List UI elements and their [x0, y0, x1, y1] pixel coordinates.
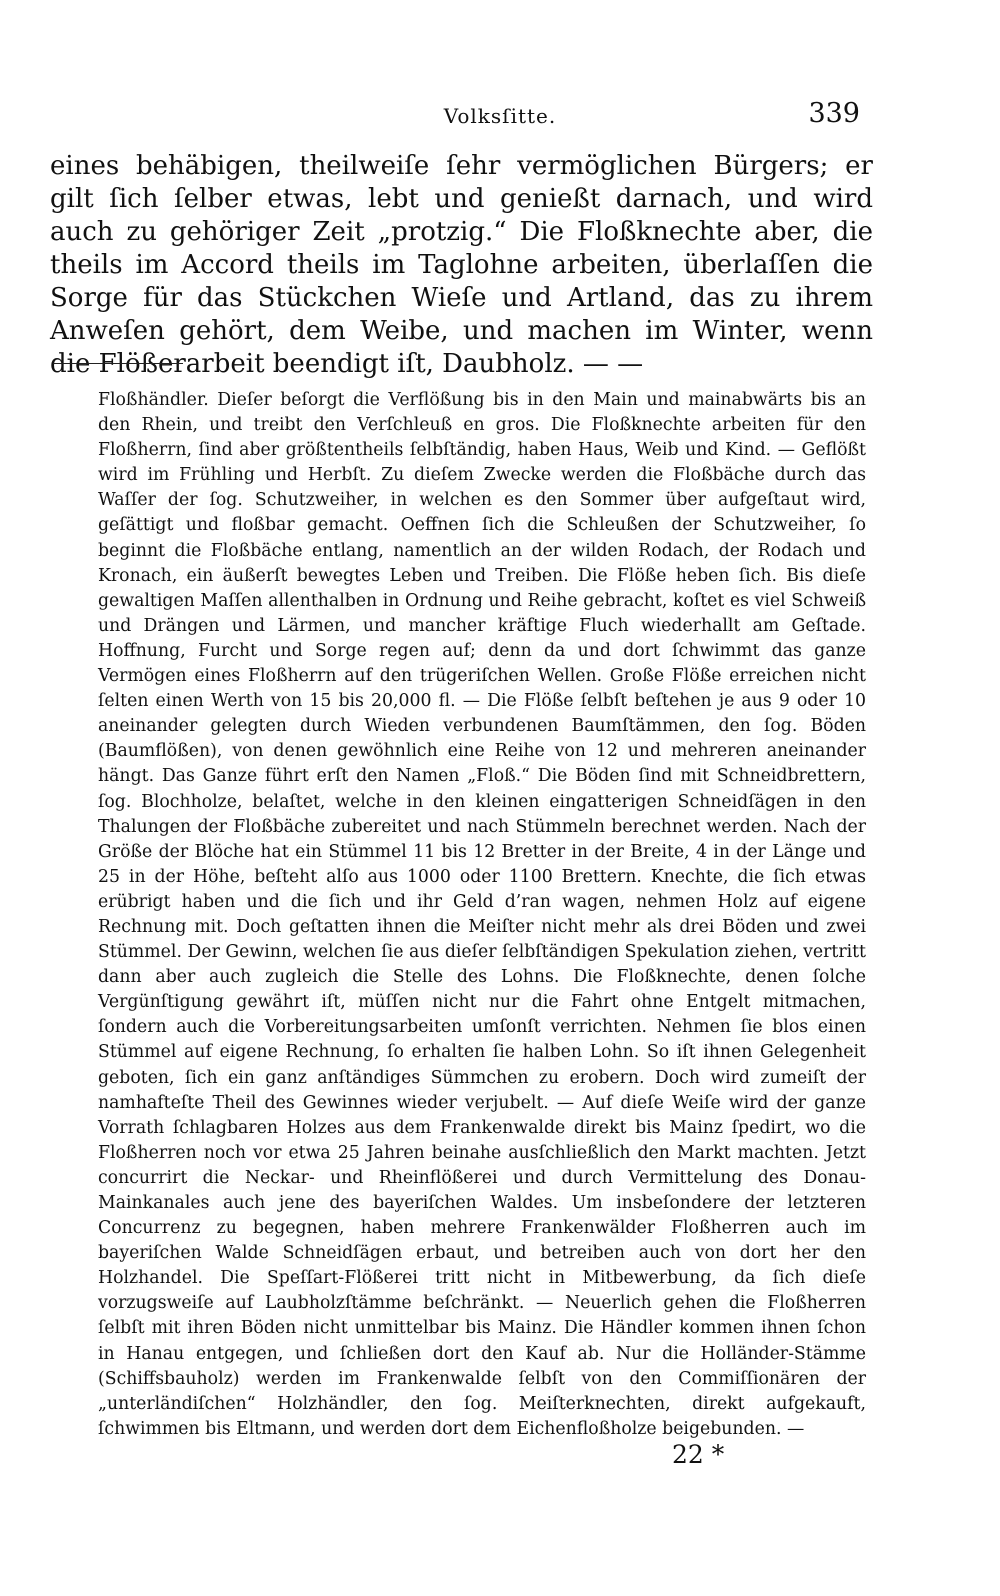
main-text-paragraph: eines behäbigen, theilweiſe ſehr vermöglichen Bürgers; er gilt ſich ſelber etwas, lebt und genießt darnach, und wird auch zu gehöriger Zeit „protzig.“ Die Floßknechte aber, die theils im Accord theils im Taglohne arbeiten, überlaſſen die Sorge für das Stückchen Wieſe und Artland, das zu ihrem Anweſen gehört, dem Weibe, und machen im Winter, wenn die Flößerarbeit beendigt iſt, Daubholz. — — [50, 151, 873, 379]
footnote-text: Floßhändler. Dieſer beſorgt die Verflößung bis in den Main und mainabwärts bis an den Rhein, und treibt den Verſchleuß en gros. Die Floßknechte arbeiten für den Floßherrn, ſind aber größtentheils ſelbſtändig, haben Haus, Weib und Kind. — Geflößt wird im Frühling und Herbſt. Zu dieſem Zwecke werden die Floßbäche durch das Waſſer der ſog. Schutzweiher, in welchen es den Sommer über aufgeſtaut wird, geſättigt und floßbar gemacht. Oeffnen ſich die Schleußen der Schutzweiher, ſo beginnt die Floßbäche entlang, namentlich an der wilden Rodach, der Rodach und Kronach, ein äußerſt bewegtes Leben und Treiben. Die Flöße heben ſich. Bis dieſe gewaltigen Maſſen allenthalben in Ordnung und Reihe gebracht, koſtet es viel Schweiß und Drängen und Lärmen, und mancher kräftige Fluch wiederhallt am Geſtade. Hoffnung, Furcht und Sorge regen auf; denn da und dort ſchwimmt das ganze Vermögen eines Floßherrn auf den trügeriſchen Wellen. Große Flöße erreichen nicht ſelten einen Werth von 15 bis 20,000 fl. — Die Flöße ſelbſt beſtehen je aus 9 oder 10 aneinander gelegten durch Wieden verbundenen Baumſtämmen, den ſog. Böden (Baumflößen), von denen gewöhnlich eine Reihe von 12 und mehreren aneinander hängt. Das Ganze führt erſt den Namen „Floß.“ Die Böden ſind mit Schneidbrettern, ſog. Blochholze, belaſtet, welche in den kleinen eingatterigen Schneidſägen in den Thalungen der Floßbäche zubereitet und nach Stümmeln berechnet werden. Nach der Größe der Blöche hat ein Stümmel 11 bis 12 Bretter in der Breite, 4 in der Länge und 25 in der Höhe, beſteht alſo aus 1000 oder 1100 Brettern. Knechte, die ſich etwas erübrigt haben und die ſich und ihr Geld d’ran wagen, nehmen Holz auf eigene Rechnung mit. Doch geſtatten ihnen die Meiſter nicht mehr als drei Böden und zwei Stümmel. Der Gewinn, welchen ſie aus dieſer ſelbſtändigen Spekulation ziehen, vertritt dann aber auch zugleich die Stelle des Lohns. Die Floßknechte, denen ſolche Vergünſtigung gewährt iſt, müſſen nicht nur die Fahrt ohne Entgelt mitmachen, ſondern auch die Vorbereitungsarbeiten umſonſt verrichten. Nehmen ſie blos einen Stümmel auf eigene Rechnung, ſo erhalten ſie halben Lohn. So iſt ihnen Gelegenheit geboten, ſich ein ganz anſtändiges Sümmchen zu erobern. Doch wird zumeiſt der namhafteſte Theil des Gewinnes wieder verjubelt. — Auf dieſe Weiſe wird der ganze Vorrath ſchlagbaren Holzes aus dem Frankenwalde direkt bis Mainz ſpedirt, wo die Floßherren noch vor etwa 25 Jahren beinahe ausſchließlich den Markt machten. Jetzt concurrirt die Neckar- und Rheinflößerei und durch Vermittelung des Donau-Mainkanales auch jene des bayeriſchen Waldes. Um insbeſondere der letzteren Concurrenz zu begegnen, haben mehrere Frankenwälder Floßherren auch im bayeriſchen Walde Schneidſägen erbaut, und betreiben auch von dort her den Holzhandel. Die Speſſart-Flößerei tritt nicht in Mitbewerbung, da ſich dieſe vorzugsweiſe auf Laubholzſtämme beſchränkt. — Neuerlich gehen die Floßherren ſelbſt mit ihren Böden nicht unmittelbar bis Mainz. Die Händler kommen ihnen ſchon in Hanau entgegen, und ſchließen dort den Kauf ab. Nur die Holländer-Stämme (Schiffsbauholz) werden im Frankenwalde ſelbſt von den Commiſſionären der „unterländiſchen“ Holzhändler, den ſog. Meiſterknechten, direkt aufgekauft, ſchwimmen bis Eltmann, und werden dort dem Eichenfloßholze beigebunden. — [98, 390, 866, 1439]
running-head: Volksſitte. [443, 104, 557, 128]
page-number: 339 [808, 98, 860, 129]
signature-mark: 22 * [672, 1440, 725, 1469]
footnote-divider [53, 363, 183, 364]
page-header [0, 98, 1000, 138]
